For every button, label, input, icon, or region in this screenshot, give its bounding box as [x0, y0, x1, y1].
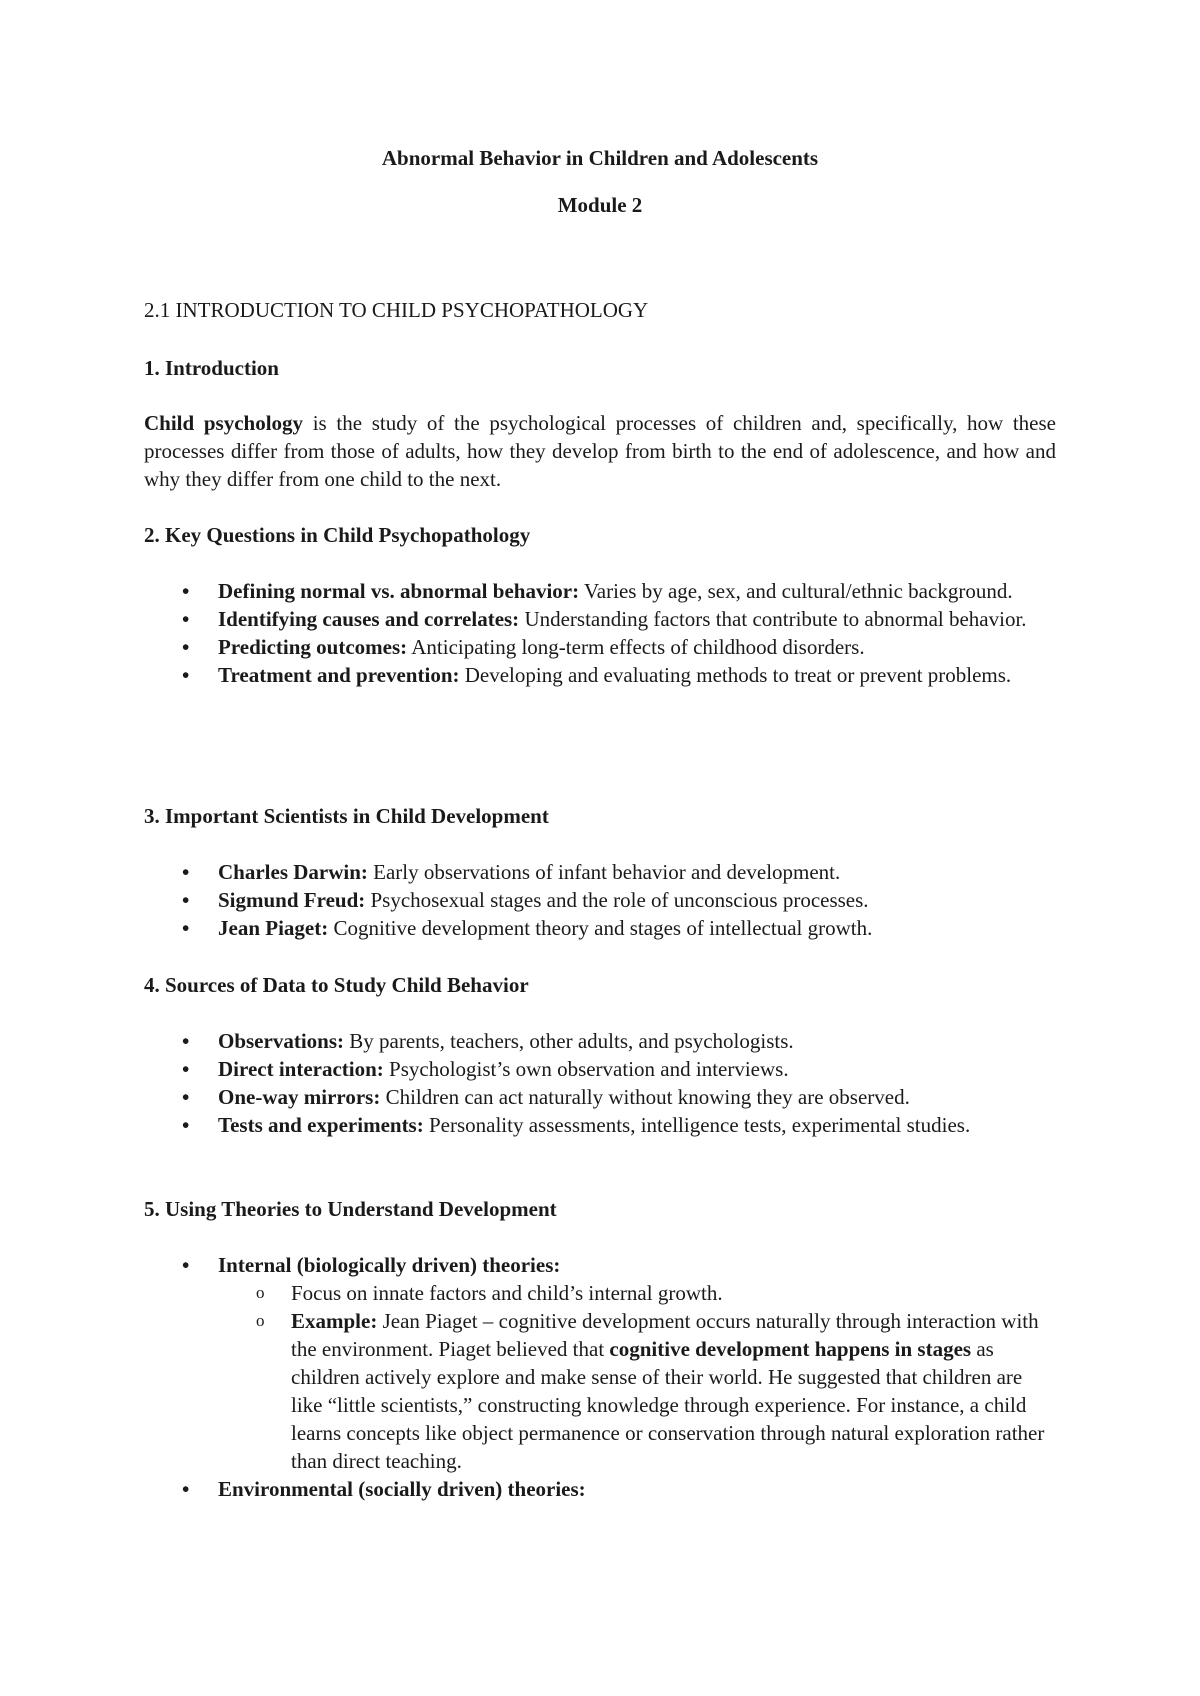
list-item: • Observations: By parents, teachers, other adults, and psychologists.	[182, 1029, 794, 1053]
list-item: • Charles Darwin: Early observations of infant behavior and development.	[182, 860, 841, 884]
list-item: • Direct interaction: Psychologist’s own observation and interviews.	[182, 1057, 789, 1081]
list-item: • Predicting outcomes: Anticipating long-term effects of childhood disorders.	[182, 635, 865, 659]
document-title: Abnormal Behavior in Children and Adolescents	[381, 146, 819, 170]
section-title: 2.1 INTRODUCTION TO CHILD PSYCHOPATHOLOGY	[144, 298, 649, 322]
bullet-icon: •	[182, 916, 190, 940]
list-item: • Identifying causes and correlates: Understanding factors that contribute to abnormal behavior.	[182, 607, 1027, 631]
list-item: • Environmental (socially driven) theories:	[182, 1477, 586, 1501]
bullet-icon: •	[182, 1113, 190, 1137]
intro-text: is the study of the psychological processes of children and, specifically, how these processes differ from those of adults, how they develop from birth to the end of adolescence, and how and why they differ from one child to the next.	[144, 411, 1056, 491]
heading-scientists: 3. Important Scientists in Child Development	[144, 804, 549, 828]
list-item: • Jean Piaget: Cognitive development theory and stages of intellectual growth.	[182, 916, 873, 940]
scientists-list	[144, 858, 1056, 942]
bullet-icon: •	[182, 635, 190, 659]
intro-term: Child psychology	[144, 411, 304, 435]
bullet-icon: •	[182, 1029, 190, 1053]
bullet-icon: •	[182, 1057, 190, 1081]
bullet-icon: •	[182, 1477, 190, 1501]
bullet-icon: •	[182, 579, 190, 603]
bullet-icon: •	[182, 860, 190, 884]
list-item: • Sigmund Freud: Psychosexual stages and the role of unconscious processes.	[182, 888, 869, 912]
bullet-icon: •	[182, 1253, 190, 1277]
module-label: Module 2	[557, 193, 643, 217]
bullet-icon: •	[182, 1085, 190, 1109]
sub-bullet-icon: o	[256, 1311, 265, 1330]
heading-theories: 5. Using Theories to Understand Development	[144, 1197, 557, 1221]
list-item: • Treatment and prevention: Developing and evaluating methods to treat or prevent problems.	[182, 663, 1012, 687]
sub-list-item: o Focus on innate factors and child’s internal growth.	[256, 1281, 723, 1305]
theories-list	[144, 1251, 1056, 1503]
list-item: • Defining normal vs. abnormal behavior: Varies by age, sex, and cultural/ethnic background.	[182, 579, 1013, 603]
bullet-icon: •	[182, 888, 190, 912]
sub-list-item: o Example: Jean Piaget – cognitive development occurs naturally through interaction with the environment. Piaget believed that cognitive development happens in stages as children actively explore and make sense of their world. He suggested that children are like “little scientists,” constructing knowledge through experience. For instance, a child learns concepts like object permanence or conservation through natural exploration rather than direct teaching.	[256, 1309, 1045, 1473]
bullet-icon: •	[182, 663, 190, 687]
intro-paragraph	[144, 409, 1056, 493]
sub-bullet-icon: o	[256, 1283, 265, 1302]
internal-sublist	[218, 1279, 1056, 1475]
bullet-icon: •	[182, 607, 190, 631]
list-item: • Tests and experiments: Personality assessments, intelligence tests, experimental studies.	[182, 1113, 971, 1137]
heading-sources: 4. Sources of Data to Study Child Behavior	[144, 973, 529, 997]
list-item: • Internal (biologically driven) theories: o Focus on innate factors and child’s internal growth. o Example: Jean Piaget – cognitive development occurs naturally through interaction with the environment. Piaget believed that cognitive development happens in stages as children actively explore and make sense of their world. He suggested that children are like “little scientists,” constructing knowledge through experience. For instance, a child learns concepts like object permanence or conservation through natural exploration rather than direct teaching.	[144, 1251, 1056, 1475]
sources-list	[144, 1027, 1056, 1139]
list-item: • One-way mirrors: Children can act naturally without knowing they are observed.	[182, 1085, 910, 1109]
heading-introduction: 1. Introduction	[144, 356, 279, 380]
heading-key-questions: 2. Key Questions in Child Psychopathology	[144, 523, 531, 547]
key-questions-list	[144, 577, 1056, 689]
